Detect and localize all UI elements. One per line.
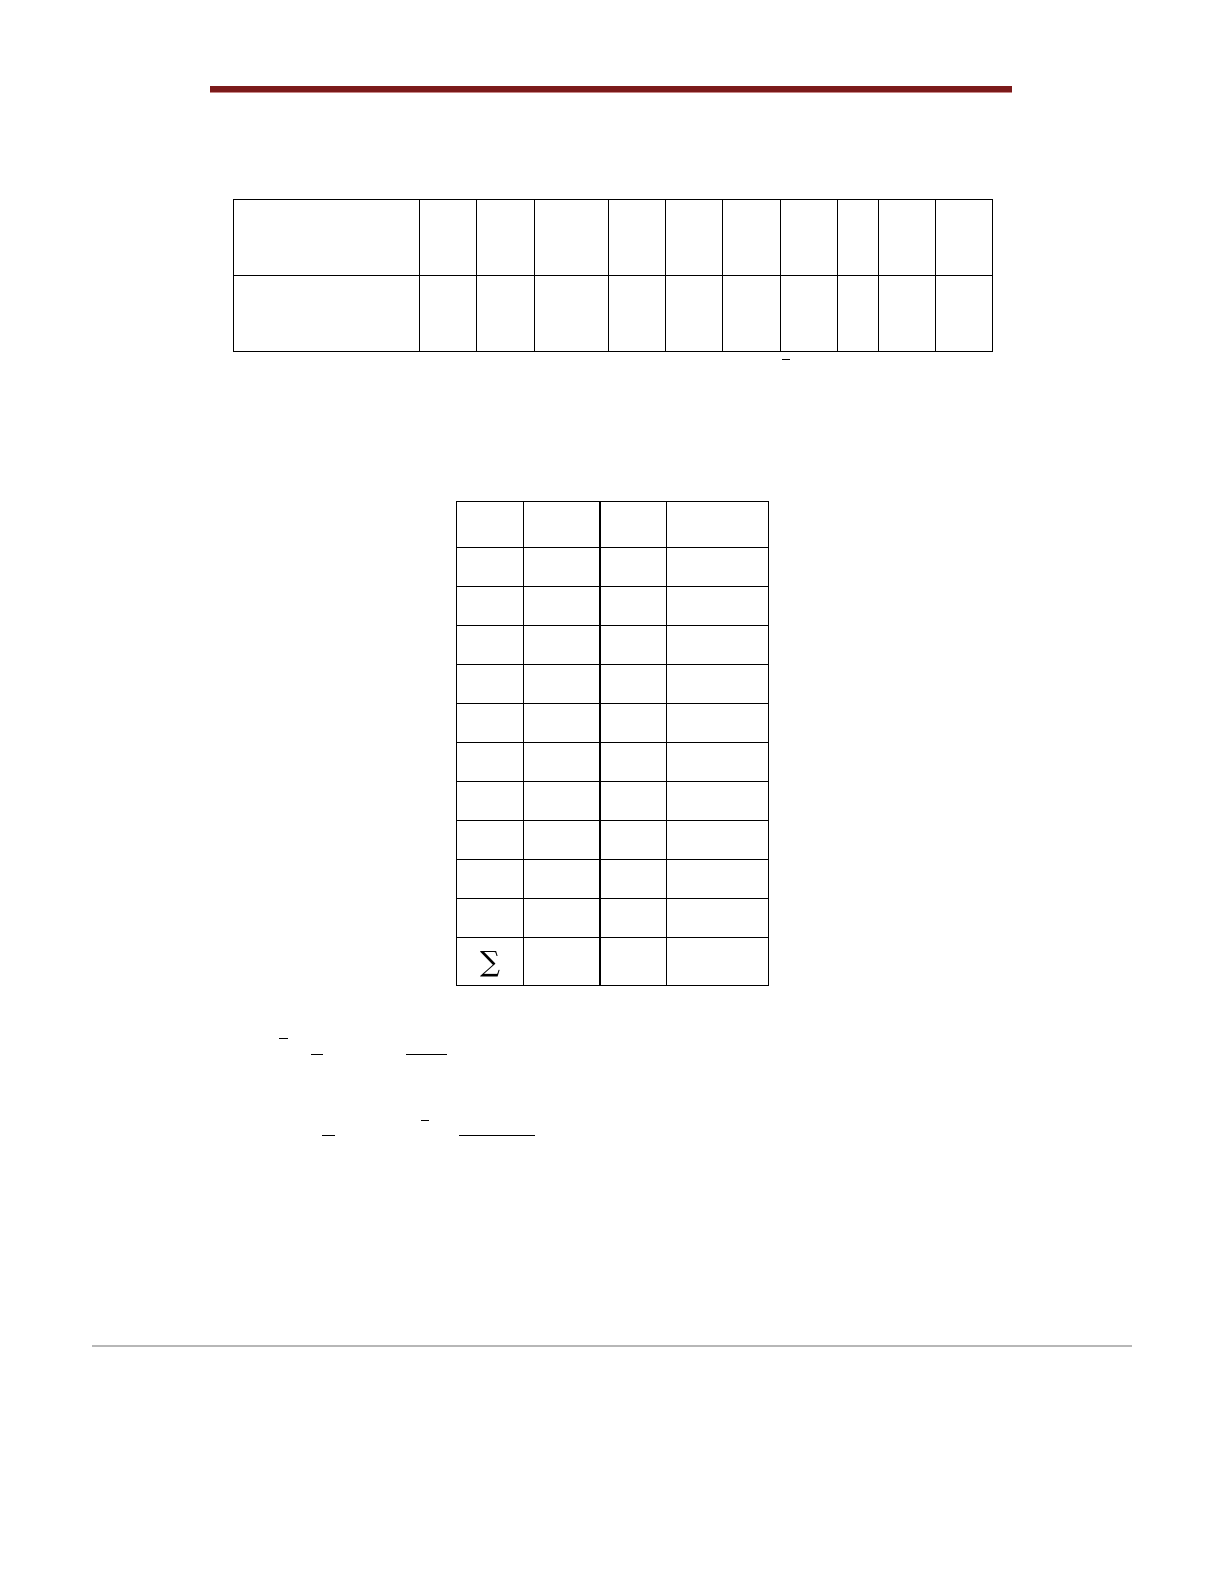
overline-mark [279,1038,288,1039]
table-cell [524,704,600,743]
table-cell [879,200,936,276]
table-cell [457,860,524,899]
table-cell [535,276,609,352]
table-cell [535,200,609,276]
table-cell [457,704,524,743]
table-cell [457,502,524,548]
table-cell [420,276,477,352]
table-cell [600,821,667,860]
table-row [457,626,769,665]
table-cell [666,276,723,352]
table-row [457,665,769,704]
overline-mark [782,359,790,360]
table-cell [524,899,600,938]
data-table-vertical [456,501,769,986]
row-label-cell [234,200,420,276]
table-cell [667,821,769,860]
header-rule [210,86,1012,92]
table-cell [600,704,667,743]
table-cell [667,548,769,587]
table-header-row [457,502,769,548]
table-row [457,821,769,860]
table-cell [667,626,769,665]
table-row [457,743,769,782]
table-cell [524,548,600,587]
table-row [457,782,769,821]
table-cell [667,782,769,821]
table-cell [600,860,667,899]
table-cell [524,860,600,899]
fraction-bar [459,1135,535,1136]
table-cell [667,743,769,782]
overline-mark [311,1054,323,1055]
data-table-horizontal [233,199,993,352]
table-cell [600,899,667,938]
table-cell [667,860,769,899]
sum-cell [457,938,524,986]
table-cell [609,276,666,352]
table-cell [609,200,666,276]
table-cell [477,200,535,276]
summation-symbol: ∑ [480,944,500,978]
table-cell [781,276,838,352]
table-cell [600,782,667,821]
table-cell [600,587,667,626]
table-cell [600,938,667,986]
fraction-bar [406,1054,447,1055]
table-cell [524,665,600,704]
table-cell [457,821,524,860]
table-cell [838,200,879,276]
table-cell [936,200,993,276]
overline-mark [322,1135,335,1136]
table-cell [524,743,600,782]
table-cell [667,502,769,548]
table-cell [457,899,524,938]
table-cell [524,782,600,821]
table-cell [667,938,769,986]
table-row [457,704,769,743]
table-cell [781,200,838,276]
table-cell [524,938,600,986]
table-cell [524,626,600,665]
table-cell [723,200,781,276]
table-row [457,899,769,938]
table-row [457,548,769,587]
table-cell [936,276,993,352]
table-cell [524,587,600,626]
table-cell [457,782,524,821]
table-cell [667,587,769,626]
table-cell [457,548,524,587]
table-cell [477,276,535,352]
table-cell [457,626,524,665]
table-cell [524,502,600,548]
table-cell [457,743,524,782]
table-cell [667,665,769,704]
table-cell [524,821,600,860]
table-cell [667,899,769,938]
table-cell [666,200,723,276]
row-label-cell [234,276,420,352]
table-cell [723,276,781,352]
table-row [234,200,993,276]
table-cell [457,665,524,704]
overline-mark [421,1120,429,1121]
table-row [457,587,769,626]
table-row [234,276,993,352]
table-cell [420,200,477,276]
table-row [457,860,769,899]
table-cell [457,587,524,626]
footer-rule [92,1345,1132,1347]
table-cell [879,276,936,352]
table-cell [600,665,667,704]
table-sum-row [457,938,769,986]
table-cell [838,276,879,352]
table-cell [600,626,667,665]
table-cell [600,502,667,548]
table-cell [600,548,667,587]
table-cell [600,743,667,782]
table-cell [667,704,769,743]
